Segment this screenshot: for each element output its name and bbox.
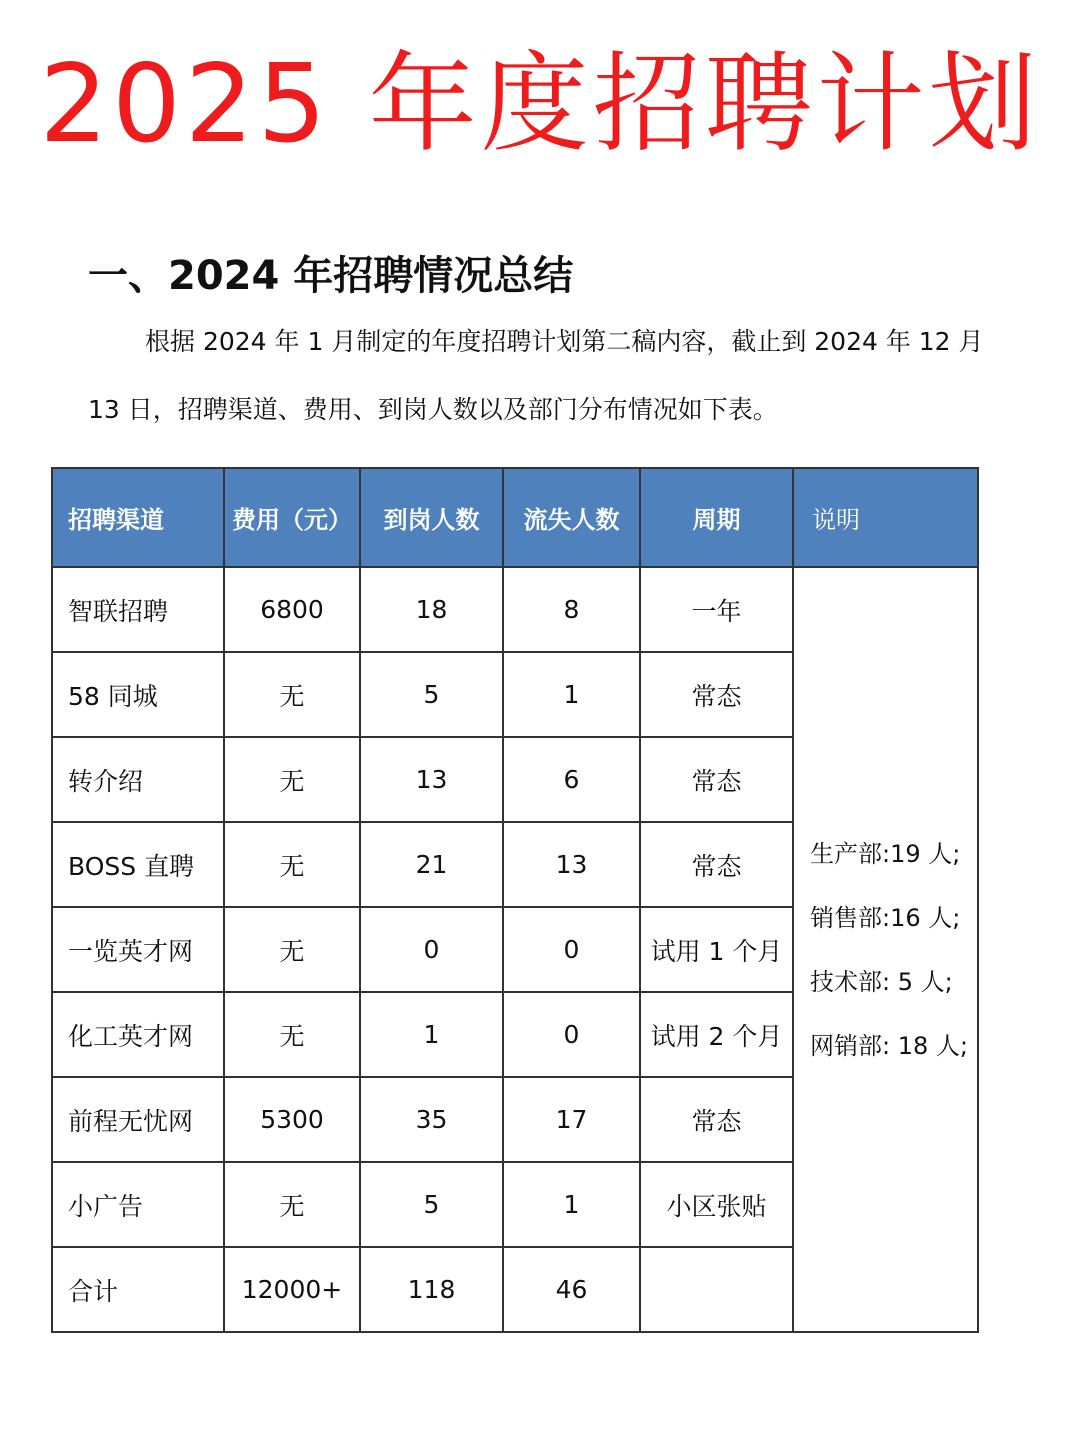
cell-hired: 5 bbox=[360, 1162, 503, 1247]
header-period: 周期 bbox=[640, 468, 793, 567]
cell-cost: 12000+ bbox=[224, 1247, 360, 1332]
header-channel: 招聘渠道 bbox=[52, 468, 224, 567]
cell-channel: BOSS 直聘 bbox=[52, 822, 224, 907]
table-row bbox=[52, 567, 978, 652]
note-tech: 技术部: 5 人; bbox=[810, 967, 953, 996]
cell-lost: 1 bbox=[503, 1162, 640, 1247]
cell-period: 常态 bbox=[640, 737, 793, 822]
cell-note bbox=[793, 567, 978, 1332]
cell-channel: 58 同城 bbox=[52, 652, 224, 737]
section-heading: 一、2024 年招聘情况总结 bbox=[88, 253, 574, 299]
cell-lost: 46 bbox=[503, 1247, 640, 1332]
cell-period: 常态 bbox=[640, 652, 793, 737]
cell-cost: 5300 bbox=[224, 1077, 360, 1162]
cell-channel: 前程无忧网 bbox=[52, 1077, 224, 1162]
page-title: 2025 年度招聘计划 bbox=[39, 42, 1041, 167]
cell-period: 常态 bbox=[640, 1077, 793, 1162]
cell-period bbox=[640, 1247, 793, 1332]
cell-cost: 无 bbox=[224, 737, 360, 822]
cell-hired: 35 bbox=[360, 1077, 503, 1162]
header-hired: 到岗人数 bbox=[360, 468, 503, 567]
cell-channel: 转介绍 bbox=[52, 737, 224, 822]
note-sales: 销售部:16 人; bbox=[810, 903, 961, 932]
cell-cost: 无 bbox=[224, 907, 360, 992]
cell-lost: 8 bbox=[503, 567, 640, 652]
cell-lost: 1 bbox=[503, 652, 640, 737]
cell-hired: 118 bbox=[360, 1247, 503, 1332]
cell-channel: 智联招聘 bbox=[52, 567, 224, 652]
cell-lost: 6 bbox=[503, 737, 640, 822]
cell-hired: 5 bbox=[360, 652, 503, 737]
cell-cost: 无 bbox=[224, 992, 360, 1077]
cell-period: 试用 2 个月 bbox=[640, 992, 793, 1077]
header-cost: 费用（元） bbox=[224, 468, 360, 567]
cell-channel: 化工英才网 bbox=[52, 992, 224, 1077]
cell-lost: 13 bbox=[503, 822, 640, 907]
summary-paragraph-line-1: 根据 2024 年 1 月制定的年度招聘计划第二稿内容，截止到 2024 年 12 月 bbox=[145, 327, 984, 356]
note-online-sales: 网销部: 18 人; bbox=[810, 1031, 968, 1060]
header-lost: 流失人数 bbox=[503, 468, 640, 567]
cell-hired: 0 bbox=[360, 907, 503, 992]
header-note: 说明 bbox=[793, 468, 978, 567]
cell-cost: 无 bbox=[224, 822, 360, 907]
cell-period: 试用 1 个月 bbox=[640, 907, 793, 992]
cell-channel: 一览英才网 bbox=[52, 907, 224, 992]
cell-period: 一年 bbox=[640, 567, 793, 652]
cell-lost: 17 bbox=[503, 1077, 640, 1162]
note-production: 生产部:19 人; bbox=[810, 839, 961, 868]
cell-period: 小区张贴 bbox=[640, 1162, 793, 1247]
cell-hired: 18 bbox=[360, 567, 503, 652]
cell-lost: 0 bbox=[503, 992, 640, 1077]
cell-hired: 13 bbox=[360, 737, 503, 822]
summary-paragraph-line-2: 13 日，招聘渠道、费用、到岗人数以及部门分布情况如下表。 bbox=[88, 395, 778, 424]
cell-cost: 无 bbox=[224, 1162, 360, 1247]
cell-cost: 6800 bbox=[224, 567, 360, 652]
cell-hired: 1 bbox=[360, 992, 503, 1077]
recruitment-table bbox=[51, 467, 979, 1333]
cell-lost: 0 bbox=[503, 907, 640, 992]
cell-channel: 合计 bbox=[52, 1247, 224, 1332]
cell-hired: 21 bbox=[360, 822, 503, 907]
table-header-row bbox=[52, 468, 978, 567]
cell-cost: 无 bbox=[224, 652, 360, 737]
cell-channel: 小广告 bbox=[52, 1162, 224, 1247]
cell-period: 常态 bbox=[640, 822, 793, 907]
